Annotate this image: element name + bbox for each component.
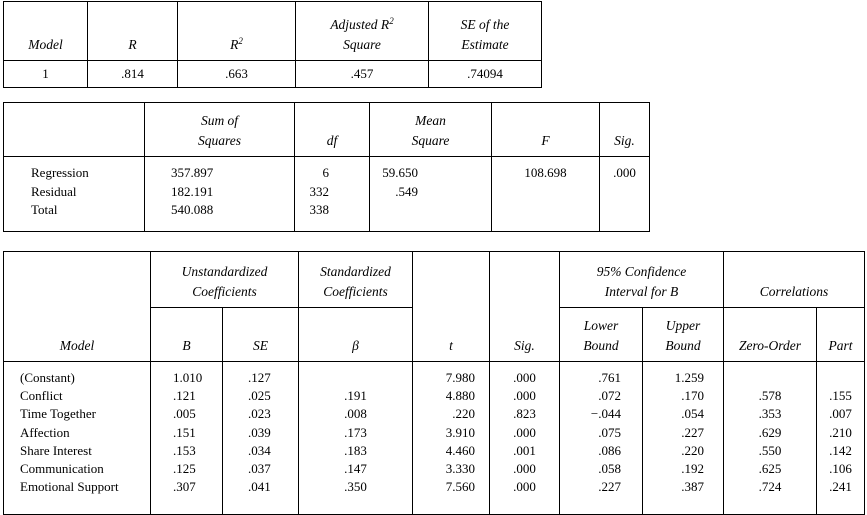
header-df: df — [295, 103, 370, 157]
row-label: Affection — [20, 424, 70, 440]
cell-se: .023 — [248, 406, 271, 422]
cell-se: .037 — [248, 460, 271, 476]
header-part: Part — [817, 308, 865, 362]
header-zero-order: Zero-Order — [724, 308, 817, 362]
cell-lower: .086 — [598, 442, 621, 458]
header-sig: Sig. — [490, 252, 560, 362]
cell-ss: 540.088 — [171, 202, 214, 217]
cell-lower: .761 — [598, 370, 621, 385]
cell-zero-order: .629 — [758, 424, 782, 440]
cell-se-estimate: .74094 — [429, 61, 542, 88]
cell-part: .155 — [829, 388, 852, 404]
row-label: Total — [31, 202, 58, 217]
cell-sig: .000 — [513, 370, 536, 385]
cell-part: .106 — [829, 460, 852, 476]
header-sum-of-squares: Sum of Squares — [145, 103, 295, 157]
cell-b: .121 — [173, 388, 196, 404]
cell-b: 1.010 — [173, 370, 203, 385]
cell-t: 7.980 — [445, 370, 475, 385]
coef-zero-order — [724, 362, 817, 515]
coef-part — [817, 362, 865, 515]
cell-lower: .058 — [598, 460, 621, 476]
cell-zero-order: .724 — [758, 479, 782, 495]
anova-df — [295, 157, 370, 232]
header-sig: Sig. — [600, 103, 650, 157]
header-se: SE — [223, 308, 299, 362]
cell-part: .007 — [829, 406, 852, 422]
coef-b — [151, 362, 223, 515]
cell-upper: 1.259 — [674, 370, 704, 385]
header-r-square: $R^2$ — [178, 2, 296, 61]
cell-sig: .000 — [513, 460, 536, 476]
anova-labels — [4, 157, 145, 232]
cell-part: .210 — [829, 424, 852, 440]
coef-sig — [490, 362, 560, 515]
cell-f: 108.698 — [524, 165, 567, 180]
coef-se — [223, 362, 299, 515]
cell-adjusted-r-square: .457 — [296, 61, 429, 88]
cell-lower: .075 — [598, 424, 621, 440]
header-model: Model — [4, 2, 88, 61]
header-confidence-interval: 95% Confidence Interval for B — [560, 252, 724, 308]
cell-zero-order: .578 — [758, 388, 782, 404]
header-f: F — [492, 103, 600, 157]
cell-lower: .227 — [598, 479, 621, 495]
cell-lower: .072 — [598, 388, 621, 404]
cell-lower: −.044 — [590, 406, 621, 422]
cell-upper: .220 — [681, 442, 704, 458]
cell-df: 338 — [309, 202, 329, 217]
cell-t: 4.880 — [445, 388, 475, 404]
cell-ss: 182.191 — [171, 183, 214, 199]
cell-zero-order: .353 — [758, 406, 782, 422]
header-b: B — [151, 308, 223, 362]
header-adjusted-r-square: Adjusted $R^2$ Square — [296, 2, 429, 61]
cell-sig: .000 — [513, 424, 536, 440]
anova-table — [3, 102, 650, 232]
cell-beta: .173 — [344, 424, 367, 440]
coef-t — [413, 362, 490, 515]
cell-upper: .170 — [681, 388, 704, 404]
cell-df: 6 — [322, 165, 329, 180]
anova-f — [492, 157, 600, 232]
cell-beta: .350 — [344, 479, 367, 495]
cell-upper: .227 — [681, 424, 704, 440]
row-label: Regression — [31, 165, 89, 180]
cell-t: 3.330 — [445, 460, 475, 476]
header-mean-square: Mean Square — [370, 103, 492, 157]
row-label: (Constant) — [20, 370, 75, 385]
row-label: Emotional Support — [20, 479, 119, 495]
header-model: Model — [4, 252, 151, 362]
cell-b: .151 — [173, 424, 196, 440]
cell-sig: .000 — [613, 165, 636, 180]
header-correlations: Correlations — [724, 252, 865, 308]
cell-b: .153 — [173, 442, 196, 458]
cell-beta — [299, 369, 412, 387]
cell-upper: .054 — [681, 406, 704, 422]
cell-b: .005 — [173, 406, 196, 422]
cell-sig: .001 — [513, 442, 536, 458]
cell-sig: .823 — [513, 406, 536, 422]
cell-ms: .549 — [395, 183, 418, 199]
header-t: t — [413, 252, 490, 362]
row-label: Time Together — [20, 406, 97, 422]
model-summary-table — [3, 1, 542, 88]
cell-upper: .192 — [681, 460, 704, 476]
header-unstandardized-coefficients: Unstandardized Coefficients — [151, 252, 299, 308]
header-standardized-coefficients: Standardized Coefficients — [299, 252, 413, 308]
cell-beta: .191 — [344, 388, 367, 404]
cell-ms: 59.650 — [382, 165, 418, 180]
header-se-estimate: SE of the Estimate — [429, 2, 542, 61]
header-beta: β — [299, 308, 413, 362]
header-lower-bound: Lower Bound — [560, 308, 643, 362]
cell-t: 7.560 — [445, 479, 475, 495]
cell-zero-order — [724, 369, 816, 387]
cell-b: .307 — [173, 479, 196, 495]
cell-part: .241 — [829, 479, 852, 495]
cell-beta: .183 — [344, 442, 367, 458]
cell-df: 332 — [309, 183, 329, 199]
cell-zero-order: .625 — [758, 460, 782, 476]
anova-ms — [370, 157, 492, 232]
coefficients-table — [3, 251, 865, 515]
cell-se: .025 — [248, 388, 271, 404]
cell-se: .041 — [248, 479, 271, 495]
cell-model: 1 — [4, 61, 88, 88]
row-label: Share Interest — [20, 442, 92, 458]
coef-labels — [4, 362, 151, 515]
anova-ss — [145, 157, 295, 232]
cell-t: 3.910 — [445, 424, 475, 440]
cell-beta: .147 — [344, 460, 367, 476]
cell-b: .125 — [173, 460, 196, 476]
cell-se: .034 — [248, 442, 271, 458]
cell-t: 4.460 — [445, 442, 475, 458]
cell-part — [817, 369, 864, 387]
header-blank — [4, 103, 145, 157]
cell-upper: .387 — [681, 479, 704, 495]
header-upper-bound: Upper Bound — [643, 308, 724, 362]
cell-r: .814 — [88, 61, 178, 88]
cell-t: .220 — [452, 406, 475, 422]
coef-upper — [643, 362, 724, 515]
anova-sig — [600, 157, 650, 232]
row-label: Communication — [20, 460, 104, 476]
cell-ss: 357.897 — [171, 165, 214, 180]
row-label: Residual — [31, 183, 77, 199]
coef-lower — [560, 362, 643, 515]
cell-sig: .000 — [513, 388, 536, 404]
coef-beta — [299, 362, 413, 515]
cell-sig: .000 — [513, 479, 536, 495]
row-label: Conflict — [20, 388, 63, 404]
cell-zero-order: .550 — [758, 442, 782, 458]
cell-se: .039 — [248, 424, 271, 440]
cell-part: .142 — [829, 442, 852, 458]
cell-se: .127 — [248, 370, 271, 385]
cell-beta: .008 — [344, 406, 367, 422]
cell-r-square: .663 — [178, 61, 296, 88]
header-r: R — [88, 2, 178, 61]
